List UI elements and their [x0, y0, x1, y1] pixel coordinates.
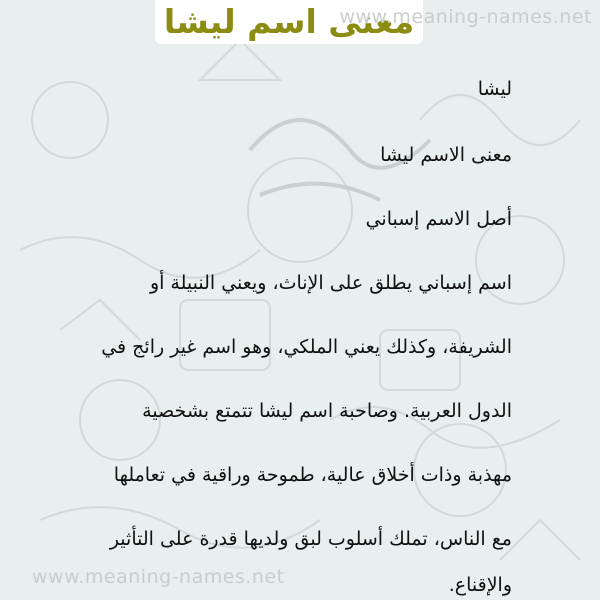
page-title: معنى اسم ليشا — [163, 2, 415, 41]
description-line-4: مهذبة وذات أخلاق عالية، طموحة وراقية في تعاملها — [113, 464, 512, 486]
site-watermark-top: www.meaning-names.net — [339, 6, 592, 28]
description-line-5: مع الناس، تملك أسلوب لبق ولديها قدرة على التأثير — [109, 528, 512, 550]
description-line-2: الشريفة، وكذلك يعني الملكي، وهو اسم غير رائج في — [101, 336, 512, 358]
name-line: ليشا — [477, 78, 512, 100]
meaning-heading: معنى الاسم ليشا — [380, 144, 512, 166]
description-line-3: الدول العربية. وصاحبة اسم ليشا تتمتع بشخصية — [142, 400, 512, 422]
description-line-6: والإقناع. — [448, 574, 512, 596]
site-watermark-bottom: www.meaning-names.net — [32, 566, 285, 588]
origin-line: أصل الاسم إسباني — [365, 208, 512, 230]
description-line-1: اسم إسباني يطلق على الإناث، ويعني النبيلة أو — [149, 272, 512, 294]
